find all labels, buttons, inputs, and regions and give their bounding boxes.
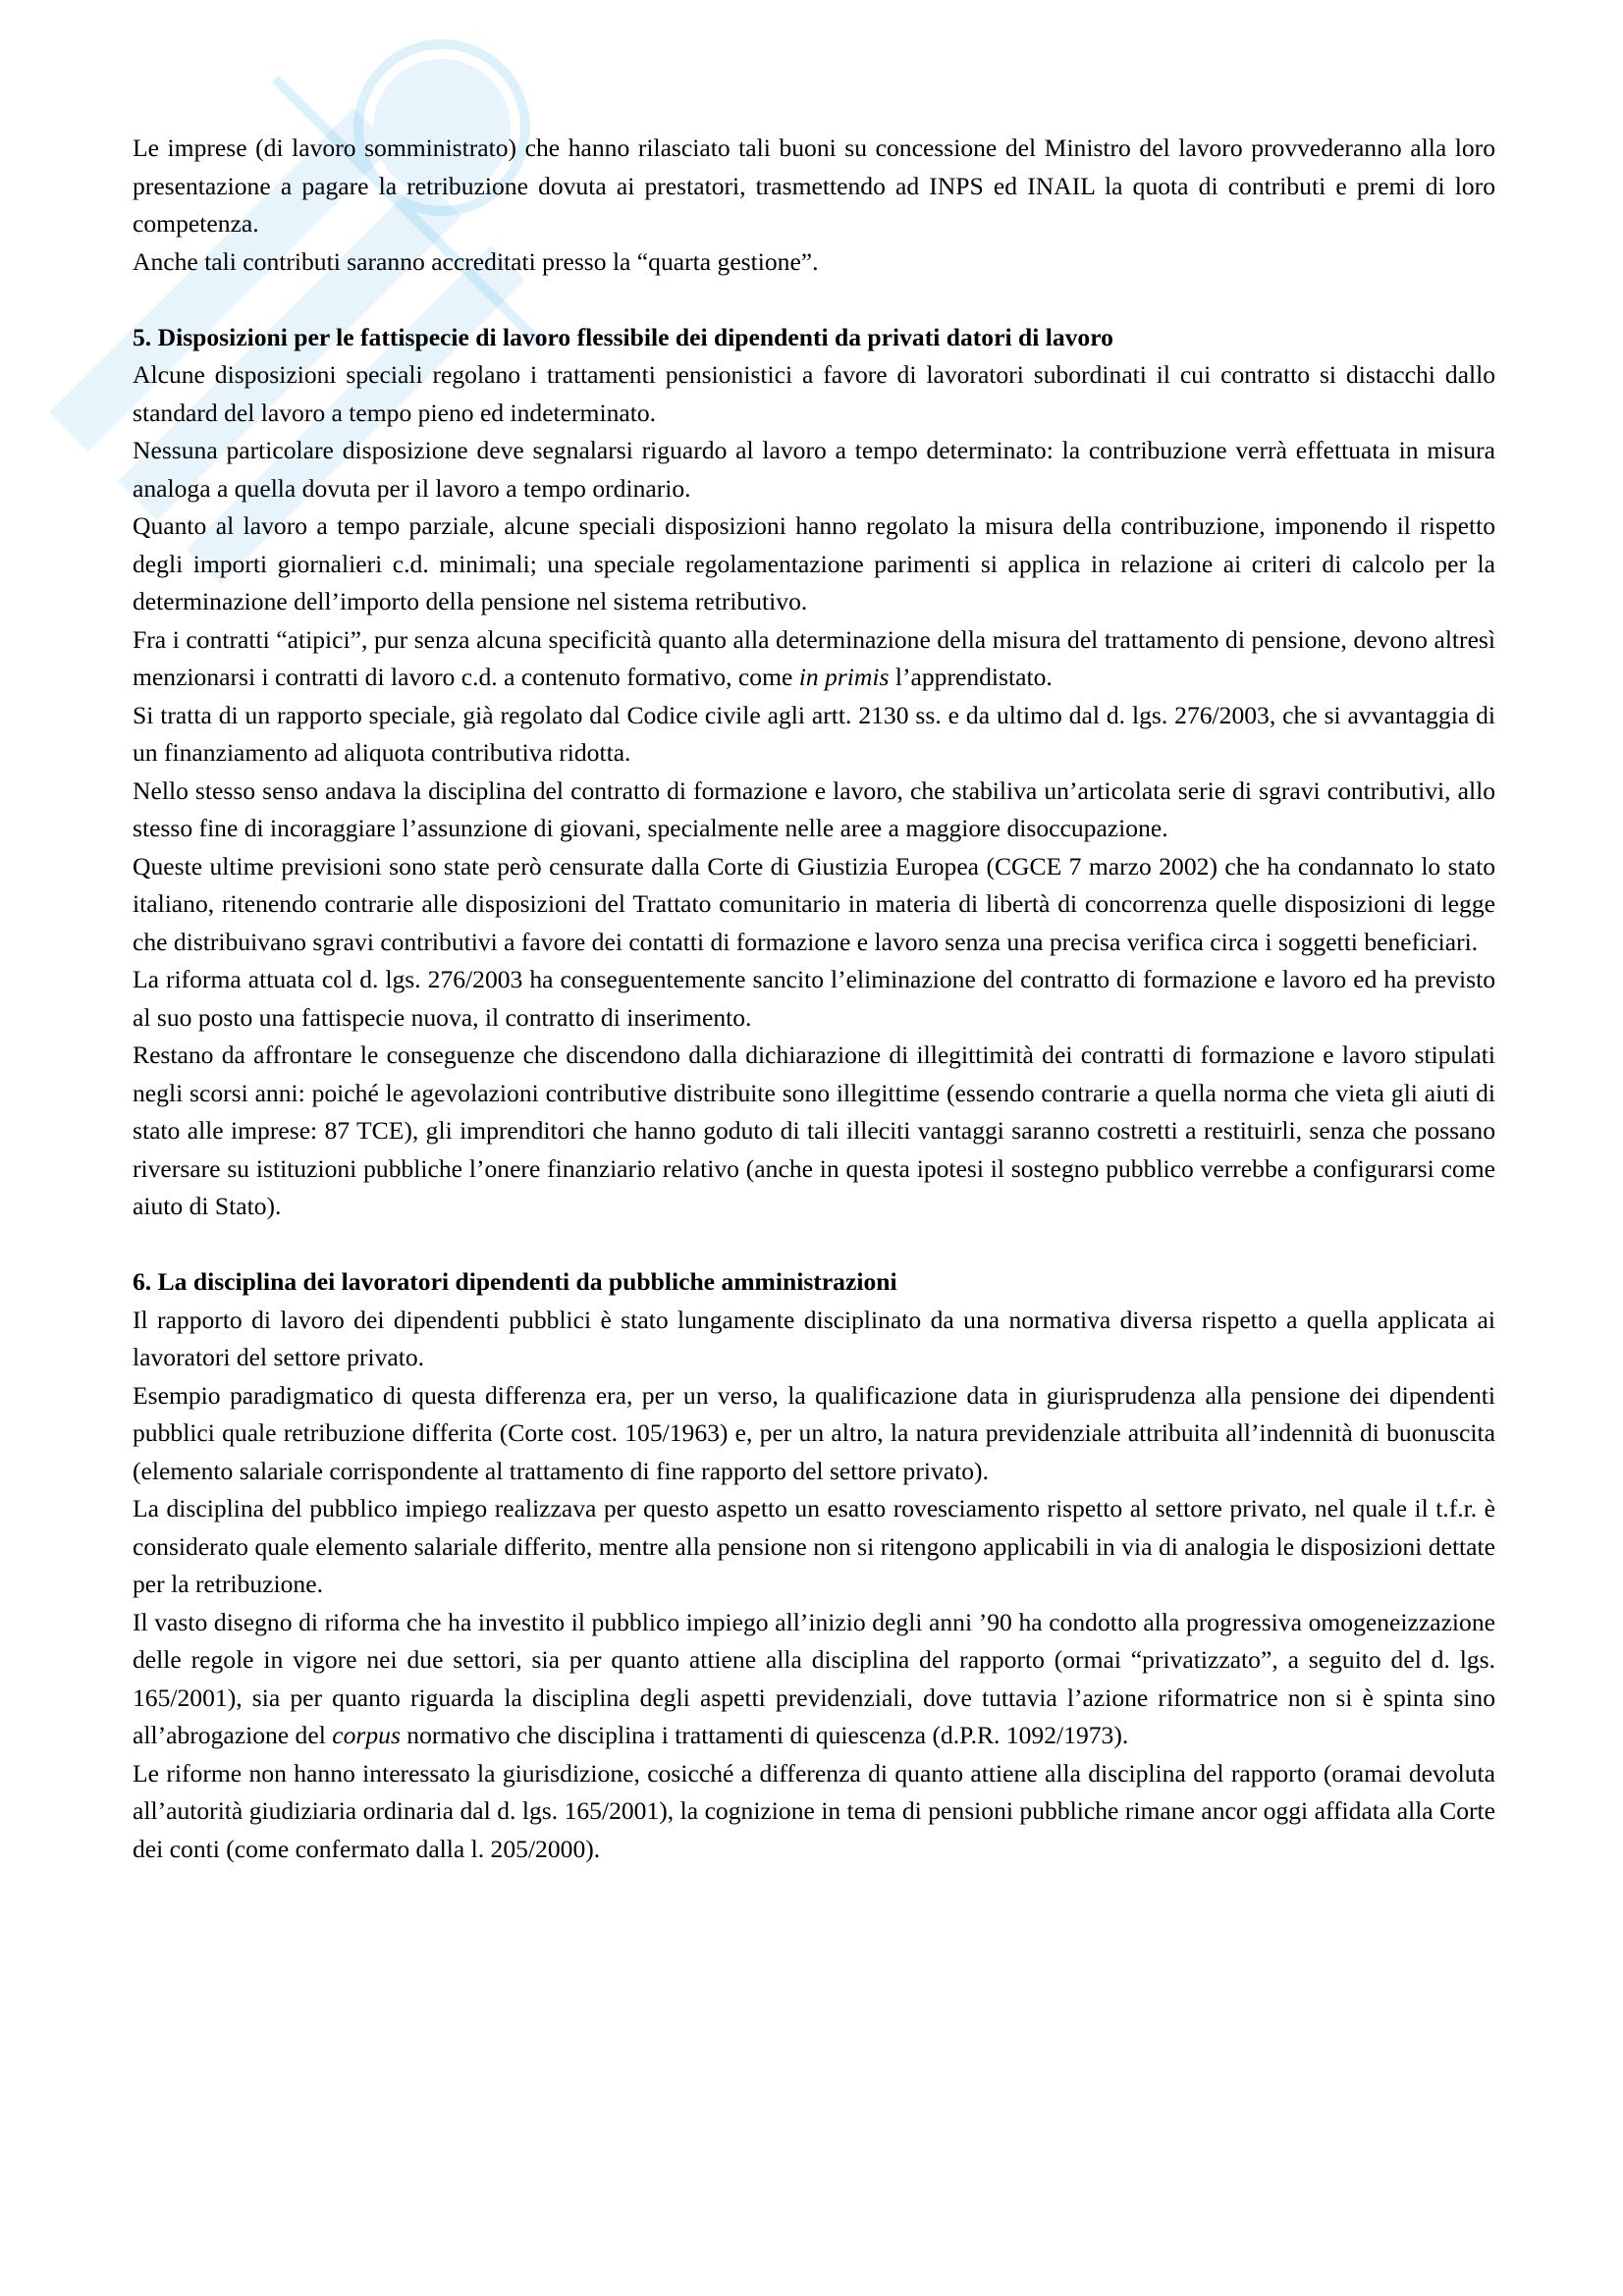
intro-paragraph-2: Anche tali contributi saranno accreditati presso la “quarta gestione”. bbox=[133, 246, 819, 276]
section-5-paragraph: Quanto al lavoro a tempo parziale, alcune speciali disposizioni hanno regolato la misura della contribuzione, imponendo il rispetto degli importi giornalieri c.d. minimali; una speciale regolamentazione parimenti si applica in relazione ai criteri di calcolo per la determinazione dell’importo della pensione nel sistema retributivo. bbox=[133, 511, 1495, 615]
section-6-paragraph: Il rapporto di lavoro dei dipendenti pubblici è stato lungamente disciplinato da una normativa diversa rispetto a quella applicata ai lavoratori del settore privato. bbox=[133, 1305, 1495, 1371]
document-page bbox=[133, 130, 1495, 1868]
section-5-heading: 5. Disposizioni per le fattispecie di lavoro flessibile dei dipendenti da privati datori di lavoro bbox=[133, 322, 1113, 351]
section-5-paragraph: Nessuna particolare disposizione deve segnalarsi riguardo al lavoro a tempo determinato: la contribuzione verrà effettuata in misura analoga a quella dovuta per il lavoro a tempo ordinario. bbox=[133, 436, 1495, 503]
text-run: normativo che disciplina i trattamenti di quiescenza (d.P.R. 1092/1973). bbox=[400, 1721, 1129, 1749]
italic-text: corpus bbox=[332, 1721, 401, 1749]
section-5-paragraph: Queste ultime previsioni sono state però censurate dalla Corte di Giustizia Europea (CGCE 7 marzo 2002) che ha condannato lo stato italiano, ritenendo contrarie alle disposizioni del Trattato comunitario in materia di libertà di concorrenza quelle disposizioni di legge che distribuivano sgravi contributivi a favore dei contatti di formazione e lavoro senza una precisa verifica circa i soggetti beneficiari. bbox=[133, 851, 1495, 956]
intro-paragraph-1: Le imprese (di lavoro somministrato) che hanno rilasciato tali buoni su concessione del Ministro del lavoro provvederanno alla loro presentazione a pagare la retribuzione dovuta ai prestatori, trasmettendo ad INPS ed INAIL la quota di contributi e premi di loro competenza. bbox=[133, 133, 1495, 238]
section-5-paragraph: Si tratta di un rapporto speciale, già regolato dal Codice civile agli artt. 2130 ss. e da ultimo dal d. lgs. 276/2003, che si avvantaggia di un finanziamento ad aliquota contributiva ridotta. bbox=[133, 700, 1495, 767]
section-6-heading: 6. La disciplina dei lavoratori dipendenti da pubbliche amministrazioni bbox=[133, 1267, 897, 1296]
section-6-paragraph-reform bbox=[133, 1604, 1495, 1755]
section-5-paragraph: Nello stesso senso andava la disciplina del contratto di formazione e lavoro, che stabiliva un’articolata serie di sgravi contributivi, allo stesso fine di incoraggiare l’assunzione di giovani, specialmente nelle aree a maggiore disoccupazione. bbox=[133, 775, 1495, 842]
section-5-paragraph-atypical bbox=[133, 621, 1495, 697]
section-6-paragraph: Esempio paradigmatico di questa differenza era, per un verso, la qualificazione data in giurisprudenza alla pensione dei dipendenti pubblici quale retribuzione differita (Corte cost. 105/1963) e, per un altro, la natura previdenziale attribuita all’indennità di buonuscita (elemento salariale corrispondente al trattamento di fine rapporto del settore privato). bbox=[133, 1380, 1495, 1485]
section-5-paragraph: Restano da affrontare le conseguenze che discendono dalla dichiarazione di illegittimità dei contratti di formazione e lavoro stipulati negli scorsi anni: poiché le agevolazioni contributive distribuite sono illegittime (essendo contrarie a quella norma che vieta gli aiuti di stato alle imprese: 87 TCE), gli imprenditori che hanno goduto di tali illeciti vantaggi saranno costretti a restituirli, senza che possano riversare su istituzioni pubbliche l’onere finanziario relativo (anche in questa ipotesi il sostegno pubblico verrebbe a configurarsi come aiuto di Stato). bbox=[133, 1041, 1495, 1220]
text-run: Il vasto disegno di riforma che ha investito il pubblico impiego all’inizio degli anni ’90 ha condotto alla progressiva omogeneizzazione delle regole in vigore nei due settori, sia per quanto attiene alla disciplina del rapporto (ormai “privatizzato”, a seguito del d. lgs. 165/2001), sia per quanto riguarda la disciplina degli aspetti previdenziali, dove tuttavia l’azione riformatrice non si è spinta sino all’abrogazione del bbox=[133, 1607, 1495, 1749]
text-run: Fra i contratti “atipici”, pur senza alcuna specificità quanto alla determinazione della misura del trattamento di pensione, devono altresì menzionarsi i contratti di lavoro c.d. a contenuto formativo, come bbox=[133, 624, 1495, 691]
section-5-paragraph: La riforma attuata col d. lgs. 276/2003 ha conseguentemente sancito l’eliminazione del contratto di formazione e lavoro ed ha previsto al suo posto una fattispecie nuova, il contratto di inserimento. bbox=[133, 965, 1495, 1032]
italic-text: in primis bbox=[798, 663, 890, 691]
section-6-paragraph: La disciplina del pubblico impiego realizzava per questo aspetto un esatto rovesciamento rispetto al settore privato, nel quale il t.f.r. è considerato quale elemento salariale differito, mentre alla pensione non si ritengono applicabili in via di analogia le disposizioni dettate per la retribuzione. bbox=[133, 1494, 1495, 1598]
text-run: l’apprendistato. bbox=[889, 663, 1053, 691]
section-6-paragraph: Le riforme non hanno interessato la giurisdizione, cosicché a differenza di quanto attiene alla disciplina del rapporto (oramai devoluta all’autorità giudiziaria ordinaria dal d. lgs. 165/2001), la cognizione in tema di pensioni pubbliche rimane ancor oggi affidata alla Corte dei conti (come confermato dalla l. 205/2000). bbox=[133, 1758, 1495, 1863]
section-5-paragraph: Alcune disposizioni speciali regolano i trattamenti pensionistici a favore di lavoratori subordinati il cui contratto si distacchi dallo standard del lavoro a tempo pieno ed indeterminato. bbox=[133, 360, 1495, 427]
